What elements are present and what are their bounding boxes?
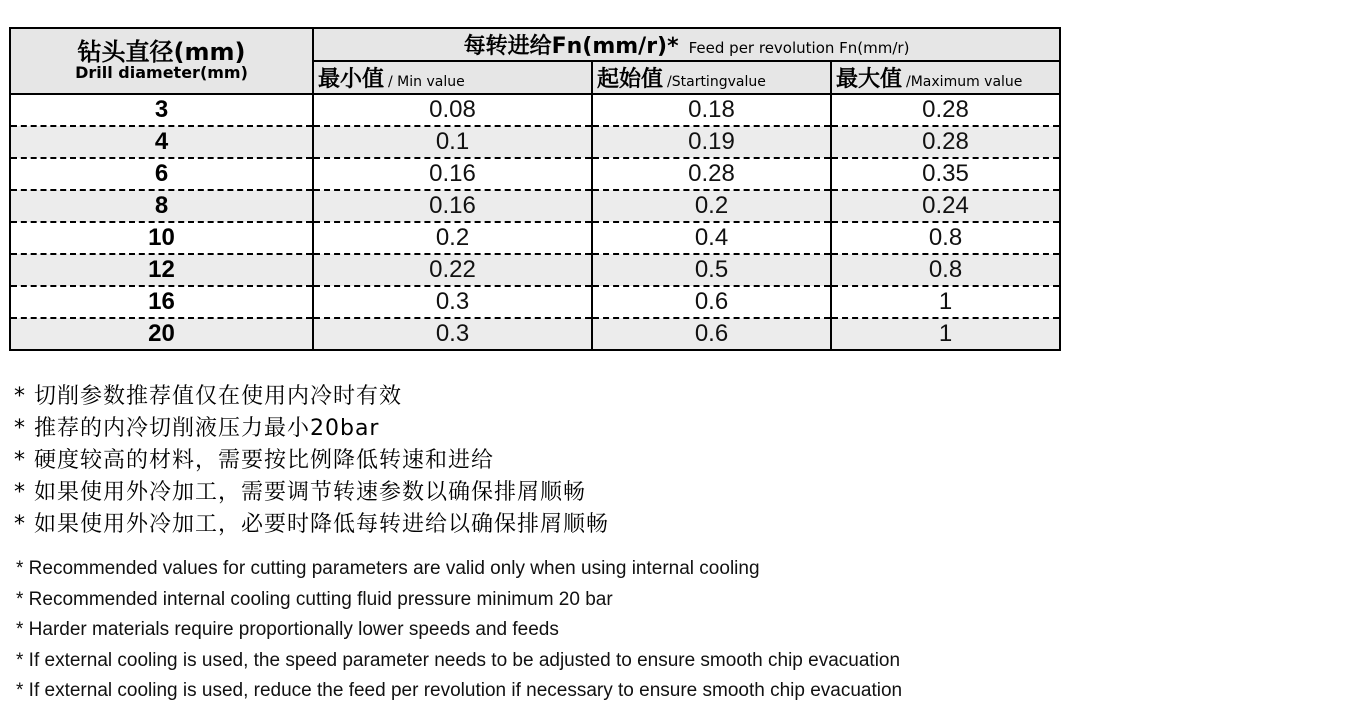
note-zh: * 切削参数推荐值仅在使用内冷时有效 [14, 384, 402, 409]
note-en: * Recommended internal cooling cutting fluid pressure minimum 20 bar [16, 588, 613, 610]
cell-min: 0.08 [313, 94, 592, 126]
note-zh: * 如果使用外冷加工，必要时降低每转进给以确保排屑顺畅 [14, 512, 609, 537]
cell-min: 0.16 [313, 190, 592, 222]
table-row [10, 190, 1060, 222]
header-start-zh: 起始值 [597, 67, 664, 92]
header-max-value [831, 61, 1060, 94]
notes-english [16, 554, 902, 707]
header-drill-diameter [10, 28, 313, 94]
cell-diameter: 8 [10, 190, 313, 222]
header-starting-value [592, 61, 831, 94]
header-min-value [313, 61, 592, 94]
header-feed-per-revolution [313, 28, 1060, 61]
cell-max: 0.28 [831, 94, 1060, 126]
header-max-en: /Maximum value [906, 74, 1023, 90]
cell-diameter: 6 [10, 158, 313, 190]
table-row [10, 286, 1060, 318]
cell-start: 0.5 [592, 254, 831, 286]
header-drill-diameter-zh: 钻头直径(mm) [77, 38, 246, 66]
cell-min: 0.1 [313, 126, 592, 158]
cell-start: 0.18 [592, 94, 831, 126]
table-row [10, 158, 1060, 190]
note-zh: * 如果使用外冷加工，需要调节转速参数以确保排屑顺畅 [14, 480, 586, 505]
cell-min: 0.2 [313, 222, 592, 254]
cell-max: 0.8 [831, 254, 1060, 286]
table-row [10, 318, 1060, 350]
cell-diameter: 3 [10, 94, 313, 126]
cell-min: 0.22 [313, 254, 592, 286]
table-row [10, 126, 1060, 158]
feed-rate-table [9, 27, 1061, 351]
note-en: * Recommended values for cutting parameters are valid only when using internal cooling [16, 558, 760, 579]
cell-start: 0.4 [592, 222, 831, 254]
cell-max: 1 [831, 318, 1060, 350]
note-en: * If external cooling is used, the speed parameter needs to be adjusted to ensure smooth chip evacuation [16, 649, 901, 671]
cell-start: 0.6 [592, 318, 831, 350]
note-en: * If external cooling is used, reduce the feed per revolution if necessary to ensure smooth chip evacuation [16, 680, 903, 701]
cell-diameter: 4 [10, 126, 313, 158]
table-row [10, 222, 1060, 254]
cell-max: 0.28 [831, 126, 1060, 158]
header-feed-en: Feed per revolution Fn(mm/r) [688, 39, 910, 57]
cell-max: 0.24 [831, 190, 1060, 222]
cell-min: 0.3 [313, 318, 592, 350]
note-en: * Harder materials require proportionally lower speeds and feeds [16, 619, 559, 640]
table-row [10, 94, 1060, 126]
header-start-en: /Startingvalue [667, 74, 766, 90]
cell-diameter: 10 [10, 222, 313, 254]
cell-diameter: 12 [10, 254, 313, 286]
note-zh: * 硬度较高的材料，需要按比例降低转速和进给 [14, 448, 494, 473]
header-min-zh: 最小值 [318, 67, 385, 92]
cell-max: 1 [831, 286, 1060, 318]
cell-max: 0.35 [831, 158, 1060, 190]
cell-min: 0.16 [313, 158, 592, 190]
cell-start: 0.6 [592, 286, 831, 318]
header-drill-diameter-en: Drill diameter(mm) [75, 63, 248, 83]
note-zh: * 推荐的内冷切削液压力最小20bar [14, 416, 380, 441]
header-min-en: / Min value [388, 74, 465, 90]
cell-start: 0.28 [592, 158, 831, 190]
cell-diameter: 20 [10, 318, 313, 350]
header-feed-zh: 每转进给Fn(mm/r)* [463, 34, 679, 59]
cell-diameter: 16 [10, 286, 313, 318]
cell-max: 0.8 [831, 222, 1060, 254]
cell-start: 0.19 [592, 126, 831, 158]
cell-min: 0.3 [313, 286, 592, 318]
cell-start: 0.2 [592, 190, 831, 222]
notes-chinese [14, 381, 609, 541]
table-row [10, 254, 1060, 286]
header-max-zh: 最大值 [836, 67, 903, 92]
